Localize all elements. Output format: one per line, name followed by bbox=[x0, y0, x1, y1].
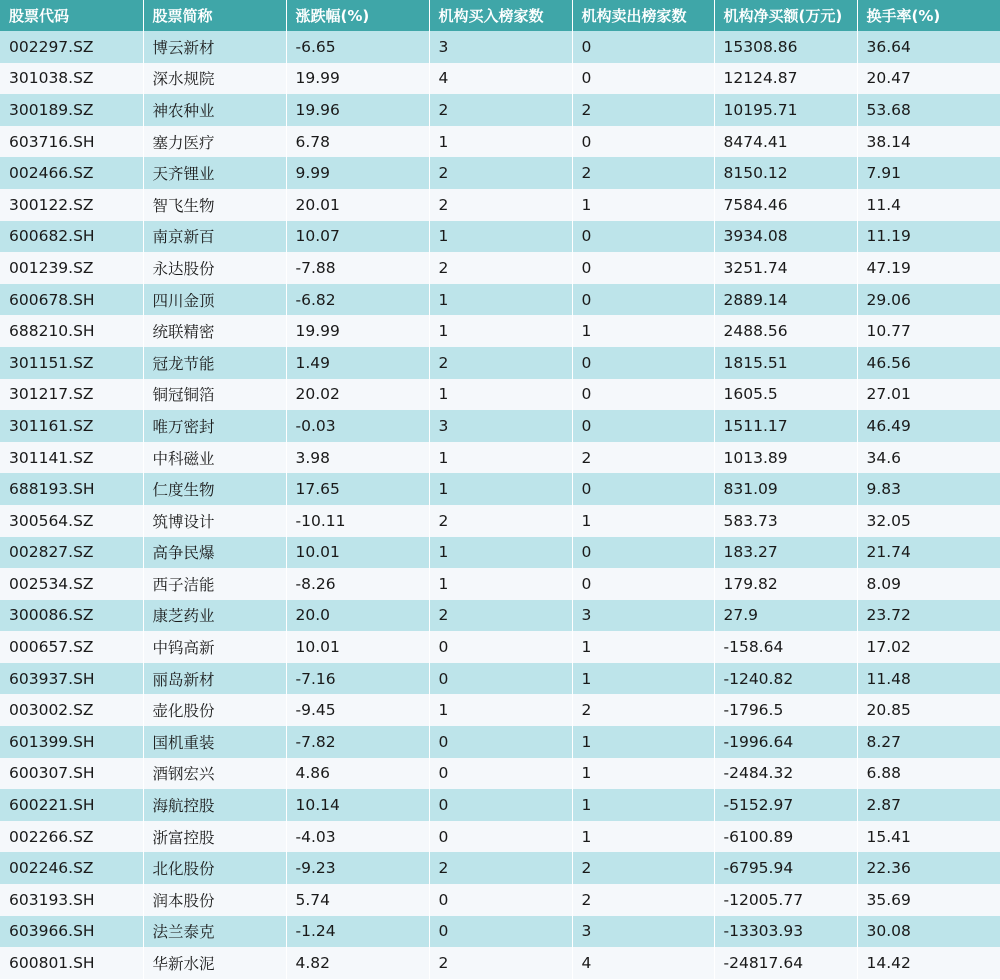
cell-sell-count: 0 bbox=[572, 221, 714, 253]
cell-stock-code: 002827.SZ bbox=[0, 537, 143, 569]
cell-sell-count: 0 bbox=[572, 126, 714, 158]
header-sell-count[interactable]: 机构卖出榜家数 bbox=[572, 0, 714, 31]
cell-change-pct: 19.99 bbox=[286, 63, 429, 95]
cell-change-pct: -4.03 bbox=[286, 821, 429, 853]
cell-buy-count: 2 bbox=[429, 347, 572, 379]
cell-sell-count: 2 bbox=[572, 694, 714, 726]
cell-net-buy: 8474.41 bbox=[714, 126, 857, 158]
cell-turnover: 10.77 bbox=[857, 315, 1000, 347]
cell-change-pct: 20.0 bbox=[286, 600, 429, 632]
cell-change-pct: -6.82 bbox=[286, 284, 429, 316]
cell-buy-count: 0 bbox=[429, 726, 572, 758]
cell-turnover: 38.14 bbox=[857, 126, 1000, 158]
table-body bbox=[0, 31, 1000, 979]
cell-net-buy: -12005.77 bbox=[714, 884, 857, 916]
cell-buy-count: 2 bbox=[429, 852, 572, 884]
cell-change-pct: 20.01 bbox=[286, 189, 429, 221]
cell-change-pct: -7.88 bbox=[286, 252, 429, 284]
cell-net-buy: -158.64 bbox=[714, 631, 857, 663]
cell-stock-name: 华新水泥 bbox=[143, 947, 286, 979]
cell-stock-name: 神农种业 bbox=[143, 94, 286, 126]
cell-change-pct: 10.07 bbox=[286, 221, 429, 253]
cell-stock-code: 002466.SZ bbox=[0, 157, 143, 189]
cell-stock-name: 浙富控股 bbox=[143, 821, 286, 853]
cell-stock-name: 酒钢宏兴 bbox=[143, 758, 286, 790]
cell-stock-code: 301217.SZ bbox=[0, 379, 143, 411]
table-row[interactable] bbox=[0, 442, 1000, 474]
cell-change-pct: -9.45 bbox=[286, 694, 429, 726]
cell-change-pct: 1.49 bbox=[286, 347, 429, 379]
cell-net-buy: 179.82 bbox=[714, 568, 857, 600]
cell-buy-count: 0 bbox=[429, 631, 572, 663]
cell-stock-code: 301161.SZ bbox=[0, 410, 143, 442]
cell-net-buy: 1815.51 bbox=[714, 347, 857, 379]
cell-buy-count: 2 bbox=[429, 505, 572, 537]
cell-stock-name: 仁度生物 bbox=[143, 473, 286, 505]
cell-net-buy: 583.73 bbox=[714, 505, 857, 537]
cell-buy-count: 0 bbox=[429, 884, 572, 916]
table-row[interactable] bbox=[0, 600, 1000, 632]
table-header bbox=[0, 0, 1000, 31]
table-row[interactable] bbox=[0, 157, 1000, 189]
cell-stock-code: 301038.SZ bbox=[0, 63, 143, 95]
table-row[interactable] bbox=[0, 347, 1000, 379]
cell-change-pct: -9.23 bbox=[286, 852, 429, 884]
cell-buy-count: 2 bbox=[429, 947, 572, 979]
table-row[interactable] bbox=[0, 884, 1000, 916]
cell-turnover: 35.69 bbox=[857, 884, 1000, 916]
cell-stock-name: 博云新材 bbox=[143, 31, 286, 63]
table-row[interactable] bbox=[0, 694, 1000, 726]
cell-buy-count: 2 bbox=[429, 189, 572, 221]
cell-change-pct: -7.82 bbox=[286, 726, 429, 758]
cell-stock-name: 中钨高新 bbox=[143, 631, 286, 663]
cell-stock-code: 601399.SH bbox=[0, 726, 143, 758]
table-row[interactable] bbox=[0, 789, 1000, 821]
cell-turnover: 47.19 bbox=[857, 252, 1000, 284]
table-row[interactable] bbox=[0, 473, 1000, 505]
cell-net-buy: 1013.89 bbox=[714, 442, 857, 474]
table-row[interactable] bbox=[0, 631, 1000, 663]
cell-change-pct: 4.86 bbox=[286, 758, 429, 790]
cell-turnover: 6.88 bbox=[857, 758, 1000, 790]
cell-sell-count: 1 bbox=[572, 758, 714, 790]
cell-stock-code: 300189.SZ bbox=[0, 94, 143, 126]
cell-stock-name: 北化股份 bbox=[143, 852, 286, 884]
table-row[interactable] bbox=[0, 126, 1000, 158]
cell-net-buy: 831.09 bbox=[714, 473, 857, 505]
cell-buy-count: 2 bbox=[429, 157, 572, 189]
table-row[interactable] bbox=[0, 379, 1000, 411]
cell-stock-code: 600221.SH bbox=[0, 789, 143, 821]
header-buy-count[interactable]: 机构买入榜家数 bbox=[429, 0, 572, 31]
cell-turnover: 7.91 bbox=[857, 157, 1000, 189]
cell-turnover: 11.4 bbox=[857, 189, 1000, 221]
cell-turnover: 11.19 bbox=[857, 221, 1000, 253]
cell-change-pct: 5.74 bbox=[286, 884, 429, 916]
cell-stock-code: 300564.SZ bbox=[0, 505, 143, 537]
cell-stock-name: 法兰泰克 bbox=[143, 916, 286, 948]
cell-sell-count: 0 bbox=[572, 379, 714, 411]
cell-sell-count: 2 bbox=[572, 157, 714, 189]
cell-sell-count: 1 bbox=[572, 663, 714, 695]
cell-stock-name: 塞力医疗 bbox=[143, 126, 286, 158]
cell-sell-count: 0 bbox=[572, 568, 714, 600]
cell-turnover: 30.08 bbox=[857, 916, 1000, 948]
cell-stock-code: 003002.SZ bbox=[0, 694, 143, 726]
cell-sell-count: 2 bbox=[572, 852, 714, 884]
cell-sell-count: 0 bbox=[572, 347, 714, 379]
cell-net-buy: -1796.5 bbox=[714, 694, 857, 726]
cell-change-pct: 17.65 bbox=[286, 473, 429, 505]
cell-turnover: 11.48 bbox=[857, 663, 1000, 695]
table-row[interactable] bbox=[0, 94, 1000, 126]
table-row[interactable] bbox=[0, 947, 1000, 979]
cell-stock-code: 603716.SH bbox=[0, 126, 143, 158]
cell-net-buy: 1605.5 bbox=[714, 379, 857, 411]
cell-net-buy: 2488.56 bbox=[714, 315, 857, 347]
cell-turnover: 2.87 bbox=[857, 789, 1000, 821]
cell-buy-count: 0 bbox=[429, 663, 572, 695]
cell-sell-count: 0 bbox=[572, 63, 714, 95]
cell-turnover: 17.02 bbox=[857, 631, 1000, 663]
cell-turnover: 15.41 bbox=[857, 821, 1000, 853]
cell-turnover: 8.09 bbox=[857, 568, 1000, 600]
cell-buy-count: 1 bbox=[429, 126, 572, 158]
cell-turnover: 20.47 bbox=[857, 63, 1000, 95]
cell-buy-count: 1 bbox=[429, 473, 572, 505]
cell-sell-count: 1 bbox=[572, 505, 714, 537]
header-stock-name[interactable]: 股票简称 bbox=[143, 0, 286, 31]
table-row[interactable] bbox=[0, 315, 1000, 347]
cell-turnover: 46.49 bbox=[857, 410, 1000, 442]
cell-turnover: 8.27 bbox=[857, 726, 1000, 758]
cell-change-pct: -10.11 bbox=[286, 505, 429, 537]
cell-change-pct: 10.01 bbox=[286, 631, 429, 663]
cell-sell-count: 0 bbox=[572, 284, 714, 316]
cell-stock-name: 西子洁能 bbox=[143, 568, 286, 600]
table-row[interactable] bbox=[0, 821, 1000, 853]
cell-change-pct: -1.24 bbox=[286, 916, 429, 948]
cell-net-buy: 183.27 bbox=[714, 537, 857, 569]
header-turnover[interactable]: 换手率(%) bbox=[857, 0, 1000, 31]
cell-buy-count: 0 bbox=[429, 916, 572, 948]
cell-sell-count: 0 bbox=[572, 537, 714, 569]
cell-stock-code: 300122.SZ bbox=[0, 189, 143, 221]
cell-stock-name: 康芝药业 bbox=[143, 600, 286, 632]
cell-turnover: 32.05 bbox=[857, 505, 1000, 537]
cell-stock-name: 四川金顶 bbox=[143, 284, 286, 316]
cell-net-buy: -5152.97 bbox=[714, 789, 857, 821]
table-row[interactable] bbox=[0, 221, 1000, 253]
cell-buy-count: 2 bbox=[429, 600, 572, 632]
cell-stock-code: 301151.SZ bbox=[0, 347, 143, 379]
cell-buy-count: 1 bbox=[429, 284, 572, 316]
table-row[interactable] bbox=[0, 852, 1000, 884]
cell-net-buy: 3934.08 bbox=[714, 221, 857, 253]
cell-turnover: 53.68 bbox=[857, 94, 1000, 126]
cell-net-buy: 1511.17 bbox=[714, 410, 857, 442]
cell-net-buy: -6100.89 bbox=[714, 821, 857, 853]
cell-buy-count: 2 bbox=[429, 94, 572, 126]
cell-stock-name: 唯万密封 bbox=[143, 410, 286, 442]
table-row[interactable] bbox=[0, 663, 1000, 695]
cell-stock-name: 丽岛新材 bbox=[143, 663, 286, 695]
cell-turnover: 27.01 bbox=[857, 379, 1000, 411]
cell-net-buy: -2484.32 bbox=[714, 758, 857, 790]
cell-buy-count: 1 bbox=[429, 694, 572, 726]
cell-net-buy: 2889.14 bbox=[714, 284, 857, 316]
table-row[interactable] bbox=[0, 410, 1000, 442]
cell-stock-code: 688210.SH bbox=[0, 315, 143, 347]
table-row[interactable] bbox=[0, 537, 1000, 569]
cell-net-buy: 10195.71 bbox=[714, 94, 857, 126]
cell-stock-code: 300086.SZ bbox=[0, 600, 143, 632]
cell-turnover: 14.42 bbox=[857, 947, 1000, 979]
header-stock-code[interactable]: 股票代码 bbox=[0, 0, 143, 31]
table-row[interactable] bbox=[0, 758, 1000, 790]
cell-stock-name: 高争民爆 bbox=[143, 537, 286, 569]
cell-stock-code: 002297.SZ bbox=[0, 31, 143, 63]
table-row[interactable] bbox=[0, 252, 1000, 284]
cell-sell-count: 0 bbox=[572, 252, 714, 284]
cell-stock-name: 冠龙节能 bbox=[143, 347, 286, 379]
cell-change-pct: 19.96 bbox=[286, 94, 429, 126]
table-row[interactable] bbox=[0, 31, 1000, 63]
cell-change-pct: 10.14 bbox=[286, 789, 429, 821]
cell-buy-count: 1 bbox=[429, 442, 572, 474]
cell-turnover: 21.74 bbox=[857, 537, 1000, 569]
cell-net-buy: 15308.86 bbox=[714, 31, 857, 63]
table-row[interactable] bbox=[0, 189, 1000, 221]
cell-stock-name: 智飞生物 bbox=[143, 189, 286, 221]
table-row[interactable] bbox=[0, 284, 1000, 316]
cell-buy-count: 4 bbox=[429, 63, 572, 95]
cell-stock-name: 中科磁业 bbox=[143, 442, 286, 474]
table-row[interactable] bbox=[0, 63, 1000, 95]
cell-stock-name: 国机重装 bbox=[143, 726, 286, 758]
cell-stock-code: 603937.SH bbox=[0, 663, 143, 695]
cell-net-buy: 3251.74 bbox=[714, 252, 857, 284]
cell-stock-name: 润本股份 bbox=[143, 884, 286, 916]
cell-sell-count: 1 bbox=[572, 315, 714, 347]
cell-sell-count: 2 bbox=[572, 442, 714, 474]
cell-stock-code: 600307.SH bbox=[0, 758, 143, 790]
cell-net-buy: -1240.82 bbox=[714, 663, 857, 695]
cell-sell-count: 3 bbox=[572, 600, 714, 632]
cell-stock-code: 688193.SH bbox=[0, 473, 143, 505]
table-row[interactable] bbox=[0, 505, 1000, 537]
cell-buy-count: 1 bbox=[429, 537, 572, 569]
cell-stock-name: 永达股份 bbox=[143, 252, 286, 284]
table-row[interactable] bbox=[0, 568, 1000, 600]
cell-net-buy: -24817.64 bbox=[714, 947, 857, 979]
table-row[interactable] bbox=[0, 916, 1000, 948]
cell-stock-name: 天齐锂业 bbox=[143, 157, 286, 189]
cell-buy-count: 3 bbox=[429, 31, 572, 63]
cell-change-pct: -8.26 bbox=[286, 568, 429, 600]
cell-buy-count: 1 bbox=[429, 315, 572, 347]
cell-turnover: 34.6 bbox=[857, 442, 1000, 474]
cell-buy-count: 2 bbox=[429, 252, 572, 284]
cell-sell-count: 0 bbox=[572, 410, 714, 442]
cell-stock-code: 603193.SH bbox=[0, 884, 143, 916]
cell-turnover: 29.06 bbox=[857, 284, 1000, 316]
cell-sell-count: 1 bbox=[572, 821, 714, 853]
cell-stock-code: 002246.SZ bbox=[0, 852, 143, 884]
cell-net-buy: -6795.94 bbox=[714, 852, 857, 884]
cell-sell-count: 1 bbox=[572, 631, 714, 663]
cell-buy-count: 0 bbox=[429, 821, 572, 853]
header-row bbox=[0, 0, 1000, 31]
header-net-buy[interactable]: 机构净买额(万元) bbox=[714, 0, 857, 31]
cell-change-pct: -0.03 bbox=[286, 410, 429, 442]
cell-stock-name: 统联精密 bbox=[143, 315, 286, 347]
cell-net-buy: 27.9 bbox=[714, 600, 857, 632]
cell-sell-count: 0 bbox=[572, 473, 714, 505]
cell-stock-code: 301141.SZ bbox=[0, 442, 143, 474]
cell-change-pct: 20.02 bbox=[286, 379, 429, 411]
cell-turnover: 36.64 bbox=[857, 31, 1000, 63]
cell-change-pct: 4.82 bbox=[286, 947, 429, 979]
cell-turnover: 46.56 bbox=[857, 347, 1000, 379]
cell-stock-code: 002266.SZ bbox=[0, 821, 143, 853]
cell-sell-count: 2 bbox=[572, 94, 714, 126]
cell-buy-count: 0 bbox=[429, 758, 572, 790]
cell-sell-count: 4 bbox=[572, 947, 714, 979]
cell-stock-code: 603966.SH bbox=[0, 916, 143, 948]
cell-stock-name: 南京新百 bbox=[143, 221, 286, 253]
cell-sell-count: 1 bbox=[572, 189, 714, 221]
cell-stock-name: 海航控股 bbox=[143, 789, 286, 821]
cell-change-pct: -6.65 bbox=[286, 31, 429, 63]
cell-buy-count: 0 bbox=[429, 789, 572, 821]
cell-turnover: 23.72 bbox=[857, 600, 1000, 632]
cell-stock-name: 铜冠铜箔 bbox=[143, 379, 286, 411]
cell-sell-count: 1 bbox=[572, 726, 714, 758]
cell-turnover: 20.85 bbox=[857, 694, 1000, 726]
cell-sell-count: 1 bbox=[572, 789, 714, 821]
cell-stock-name: 深水规院 bbox=[143, 63, 286, 95]
cell-net-buy: 12124.87 bbox=[714, 63, 857, 95]
cell-stock-code: 600682.SH bbox=[0, 221, 143, 253]
cell-buy-count: 1 bbox=[429, 221, 572, 253]
cell-net-buy: -13303.93 bbox=[714, 916, 857, 948]
cell-change-pct: 3.98 bbox=[286, 442, 429, 474]
cell-buy-count: 1 bbox=[429, 568, 572, 600]
cell-net-buy: 8150.12 bbox=[714, 157, 857, 189]
table-row[interactable] bbox=[0, 726, 1000, 758]
cell-sell-count: 2 bbox=[572, 884, 714, 916]
cell-net-buy: -1996.64 bbox=[714, 726, 857, 758]
cell-sell-count: 3 bbox=[572, 916, 714, 948]
cell-stock-code: 600801.SH bbox=[0, 947, 143, 979]
cell-buy-count: 3 bbox=[429, 410, 572, 442]
cell-change-pct: 19.99 bbox=[286, 315, 429, 347]
cell-turnover: 9.83 bbox=[857, 473, 1000, 505]
cell-sell-count: 0 bbox=[572, 31, 714, 63]
cell-stock-code: 000657.SZ bbox=[0, 631, 143, 663]
cell-stock-name: 壶化股份 bbox=[143, 694, 286, 726]
cell-change-pct: -7.16 bbox=[286, 663, 429, 695]
cell-stock-code: 001239.SZ bbox=[0, 252, 143, 284]
cell-turnover: 22.36 bbox=[857, 852, 1000, 884]
cell-change-pct: 10.01 bbox=[286, 537, 429, 569]
cell-buy-count: 1 bbox=[429, 379, 572, 411]
cell-stock-code: 600678.SH bbox=[0, 284, 143, 316]
cell-net-buy: 7584.46 bbox=[714, 189, 857, 221]
cell-change-pct: 9.99 bbox=[286, 157, 429, 189]
cell-stock-code: 002534.SZ bbox=[0, 568, 143, 600]
cell-stock-name: 筑博设计 bbox=[143, 505, 286, 537]
header-change-pct[interactable]: 涨跌幅(%) bbox=[286, 0, 429, 31]
cell-change-pct: 6.78 bbox=[286, 126, 429, 158]
